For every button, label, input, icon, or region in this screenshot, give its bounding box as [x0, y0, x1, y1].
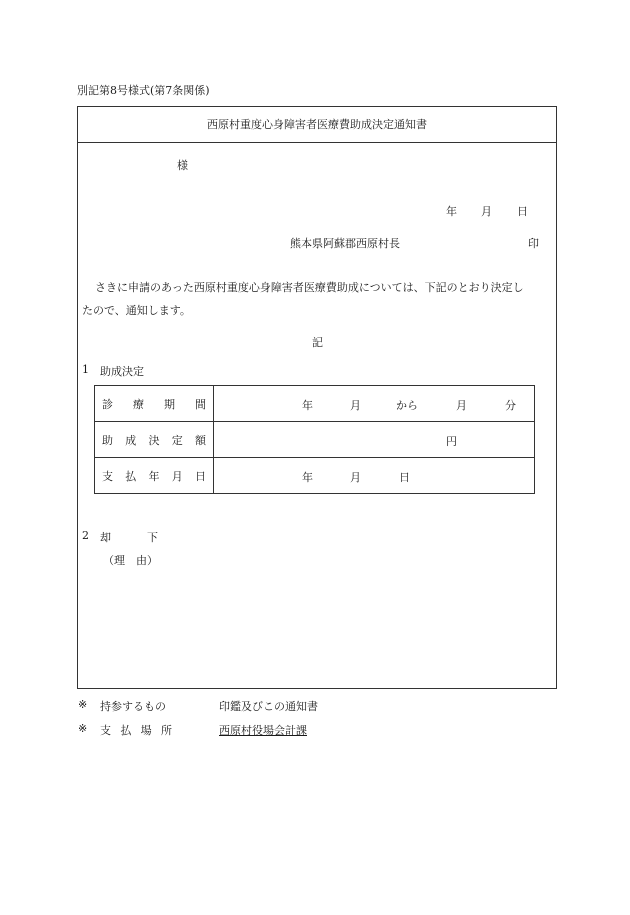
issuer-name: 熊本県阿蘇郡西原村長: [290, 237, 400, 250]
table-row-period: [95, 386, 535, 422]
label-char: 払: [120, 724, 132, 737]
label-cell: [95, 422, 214, 458]
label-char: 期: [164, 397, 175, 411]
form-number-note: 別記第8号様式(第7条関係): [77, 84, 210, 97]
label-char: 支: [102, 469, 113, 483]
decision-table: [94, 385, 535, 494]
amount-value-cell: [214, 422, 535, 458]
period-month-to: 月: [456, 399, 467, 412]
period-kara: から: [396, 399, 418, 412]
footer-label-payment-place: [100, 722, 172, 738]
period-value-cell: [214, 386, 535, 422]
section-1-label: 助成決定: [100, 365, 144, 378]
label-char: 所: [160, 724, 172, 737]
ki-heading: 記: [312, 336, 323, 349]
label-cell: [95, 386, 214, 422]
label-char: 間: [195, 397, 206, 411]
table-row-payment-date: [95, 458, 535, 494]
footer-value-bring: 印鑑及びこの通知書: [219, 700, 318, 713]
payment-month: 月: [350, 471, 361, 484]
label-cell: [95, 458, 214, 494]
label-char: 下: [147, 531, 158, 544]
payment-date-value-cell: [214, 458, 535, 494]
addressee-suffix: 様: [177, 159, 188, 172]
label-char: 額: [195, 433, 206, 447]
section-1-number: 1: [82, 363, 89, 376]
footer-label-bring: 持参するもの: [100, 700, 166, 713]
footer-value-payment-place: 西原村役場会計課: [219, 724, 307, 737]
period-month-from: 月: [350, 399, 361, 412]
seal-mark: 印: [528, 237, 539, 250]
label-char: 助: [102, 433, 113, 447]
label-char: 療: [133, 397, 144, 411]
date-month-label: 月: [481, 205, 492, 218]
body-text-line-2: たので、通知します。: [82, 304, 191, 317]
label-char: 却: [100, 531, 111, 544]
period-year: 年: [302, 399, 313, 412]
date-day-label: 日: [517, 205, 528, 218]
label-char: 月: [171, 469, 183, 483]
payment-year: 年: [302, 471, 313, 484]
label-char: 年: [148, 469, 160, 483]
label-char: 払: [125, 469, 137, 483]
footer-mark: ※: [78, 698, 88, 711]
payment-day: 日: [399, 471, 410, 484]
table-row-amount: [95, 422, 535, 458]
reason-label: （理 由）: [103, 554, 158, 567]
label-char: 定: [171, 433, 183, 447]
footer-mark: ※: [78, 722, 88, 735]
label-char: 場: [140, 724, 152, 737]
label-char: 支: [100, 724, 111, 737]
label-char: 診: [102, 397, 113, 411]
label-char: 決: [148, 433, 160, 447]
label-char: 日: [195, 469, 206, 483]
date-year-label: 年: [446, 205, 457, 218]
period-bun: 分: [505, 399, 516, 412]
section-2-number: 2: [82, 529, 89, 542]
section-2-label: [100, 529, 158, 545]
label-char: 成: [125, 433, 137, 447]
body-text-line-1: さきに申請のあった西原村重度心身障害者医療費助成については、下記のとおり決定し: [95, 281, 524, 294]
amount-yen: 円: [446, 435, 457, 448]
notice-title: 西原村重度心身障害者医療費助成決定通知書: [78, 107, 556, 143]
